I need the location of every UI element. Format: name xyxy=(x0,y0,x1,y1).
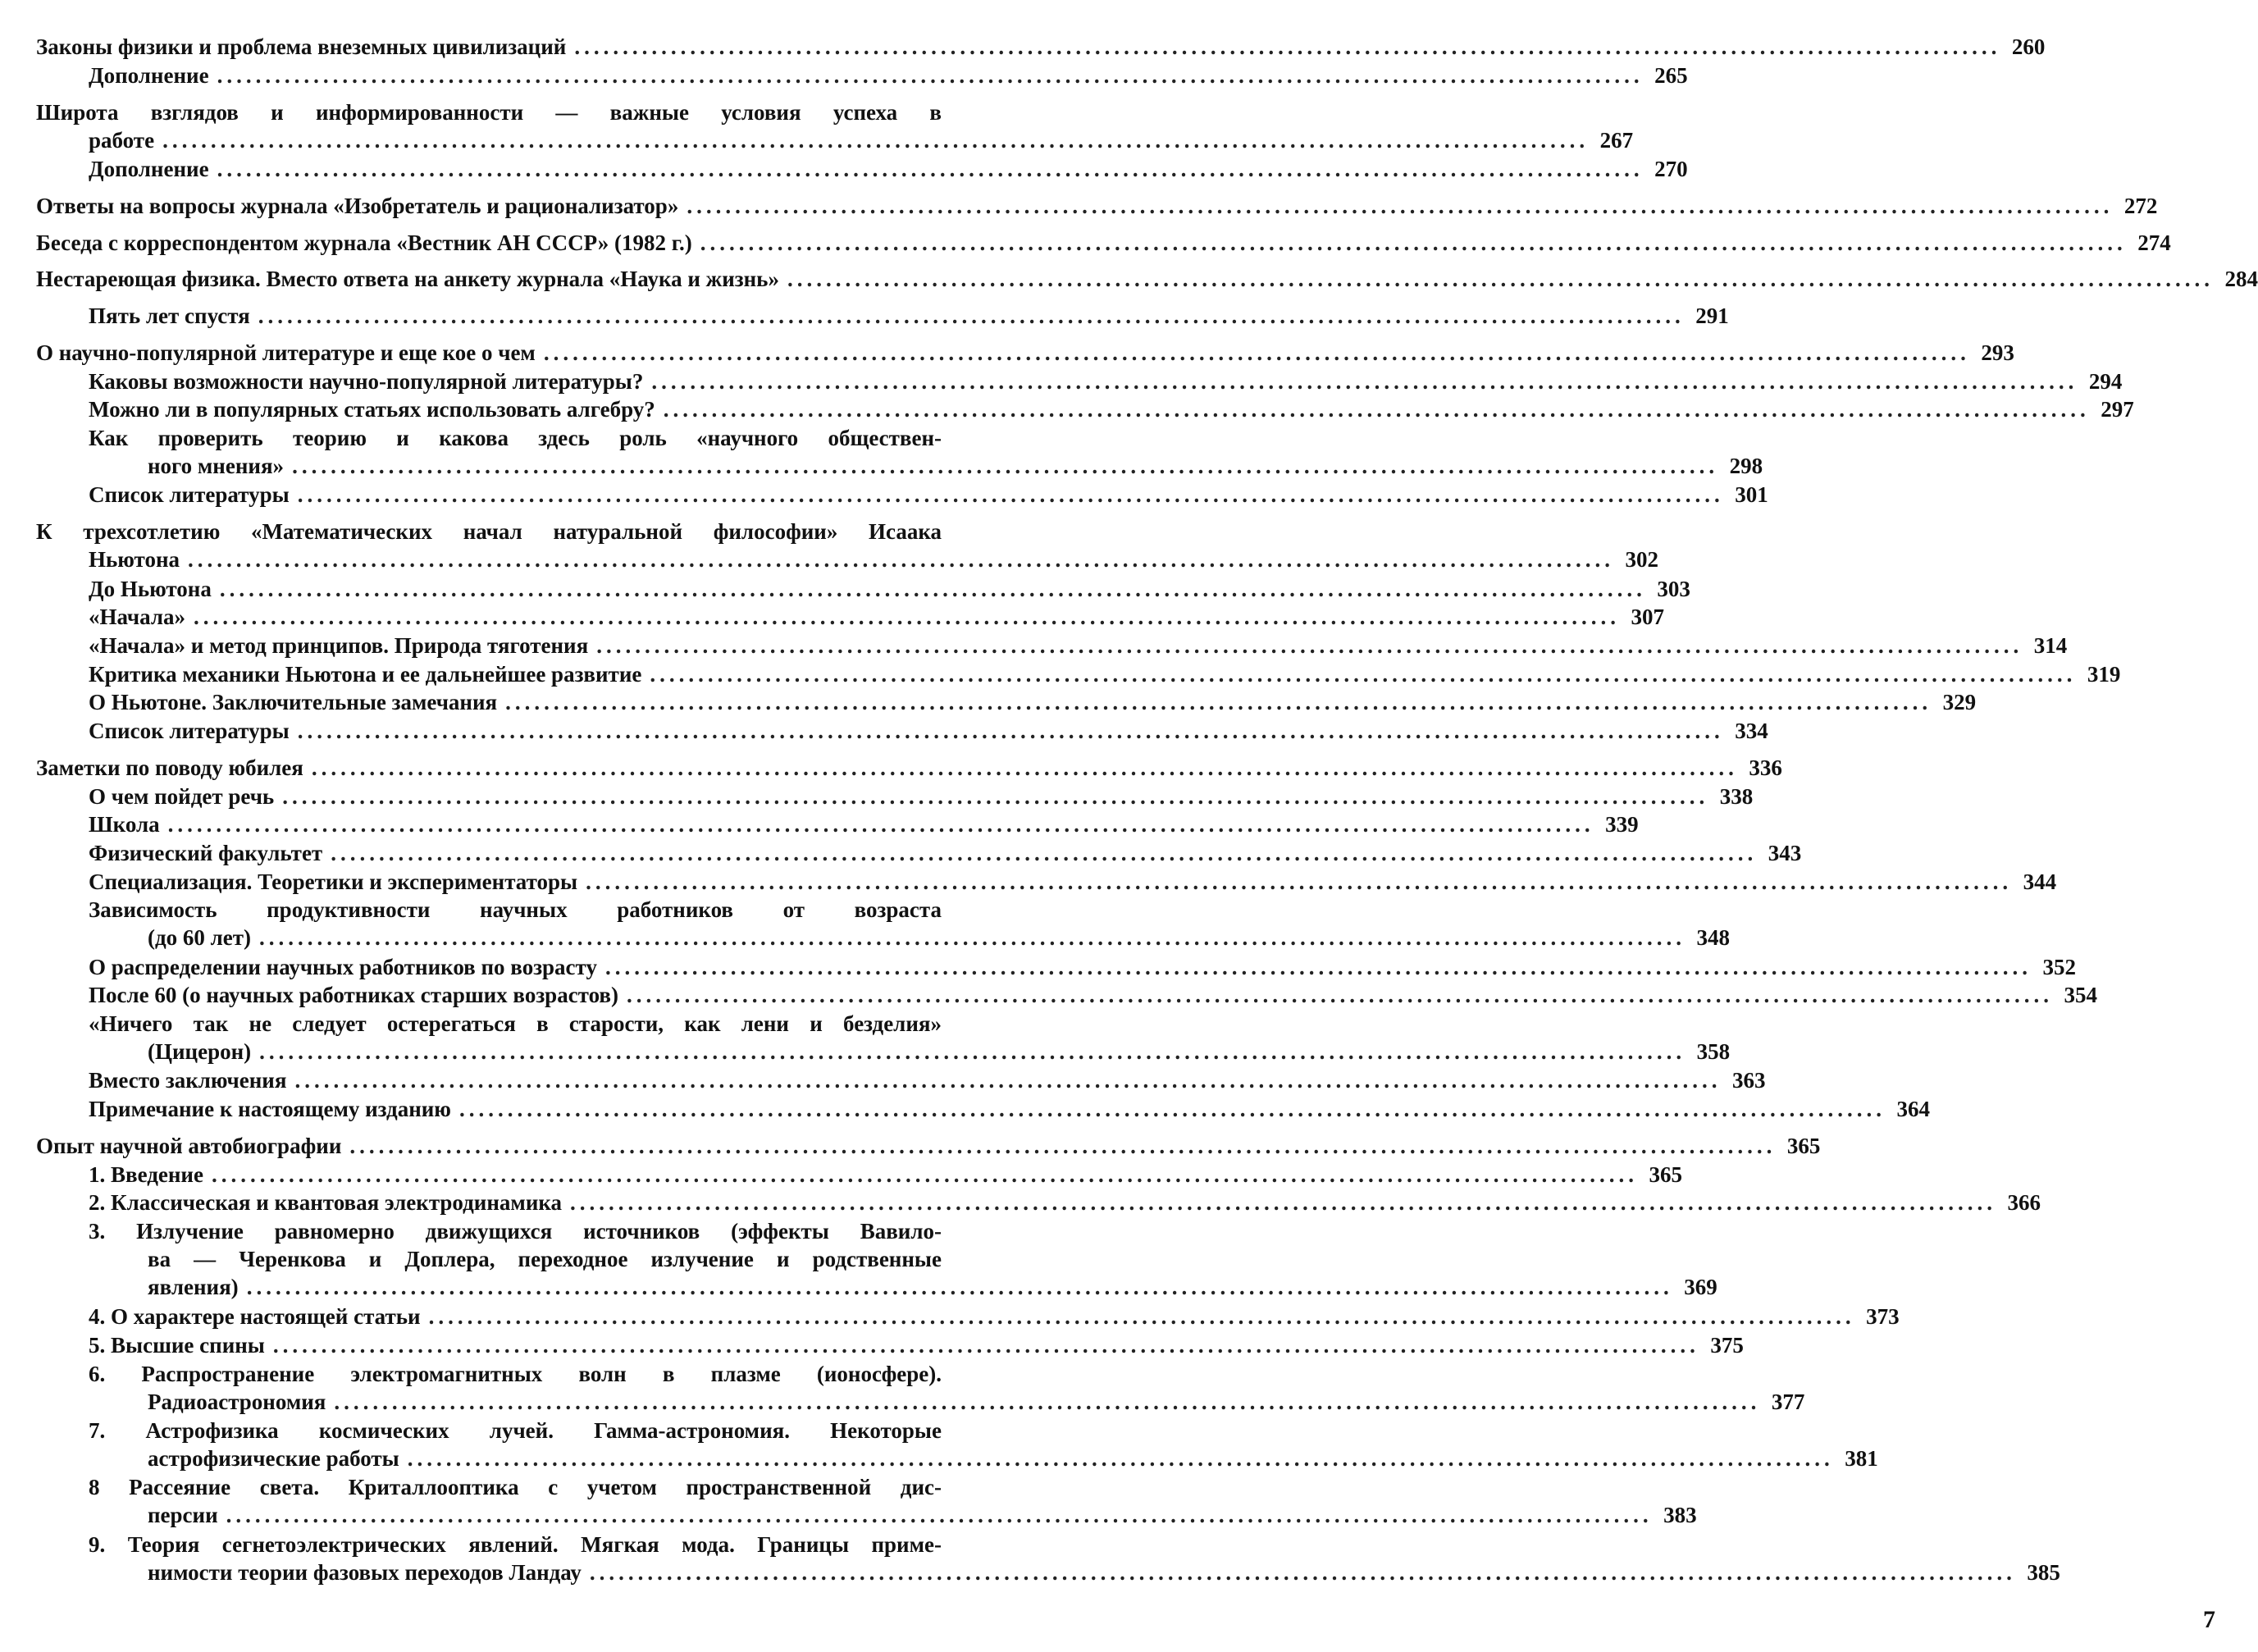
toc-entry-line: 3. Излучение равномерно движущихся источников (эффекты Вавило- xyxy=(89,1219,942,1244)
toc-entry-page: 343 xyxy=(1768,840,1802,865)
toc-entry-title: Можно ли в популярных статьях использовать алгебру? xyxy=(89,397,655,422)
dot-leader: .................................................................................................................................................... xyxy=(217,156,1644,181)
toc-entry xyxy=(89,481,1768,509)
dot-leader: .................................................................................................................................................... xyxy=(162,127,1590,153)
toc-entry-title: Пять лет спустя xyxy=(89,303,250,329)
toc-entry-page: 381 xyxy=(1845,1445,1878,1471)
toc-entry-page: 366 xyxy=(2007,1190,2041,1216)
toc-entry-page: 265 xyxy=(1654,62,1688,88)
dot-leader: .................................................................................................................................................... xyxy=(246,1275,1673,1300)
toc-entry-page: 365 xyxy=(1786,1134,1821,1158)
toc-entry-title: О научно-популярной литературе и еще кое о чем xyxy=(36,340,536,366)
toc-entry xyxy=(89,424,1763,480)
toc-entry-title: 4. О характере настоящей статьи xyxy=(89,1304,421,1330)
toc-entry-page: 302 xyxy=(1625,547,1659,573)
toc-entry-title: О Ньютоне. Заключительные замечания xyxy=(89,690,498,715)
dot-leader: .................................................................................................................................................... xyxy=(586,869,2013,894)
toc-entry-title: Ответы на вопросы журнала «Изобретатель и рационализатор» xyxy=(36,193,679,218)
dot-leader: .................................................................................................................................................... xyxy=(194,605,1621,630)
dot-leader: .................................................................................................................................................... xyxy=(574,34,2001,59)
toc-entry-title: Критика механики Ньютона и ее дальнейшее развитие xyxy=(89,661,642,687)
toc-entry-page: 260 xyxy=(2011,34,2046,59)
toc-entry-page: 338 xyxy=(1719,783,1754,809)
toc-entry xyxy=(89,1331,1744,1359)
toc-entry-page: 301 xyxy=(1735,482,1768,508)
toc-entry xyxy=(89,1217,1717,1301)
toc-entry-page: 375 xyxy=(1710,1332,1744,1358)
dot-leader: .................................................................................................................................................... xyxy=(505,690,1932,715)
toc-entry-title: Физический факультет xyxy=(89,840,323,865)
toc-entry-title: До Ньютона xyxy=(89,576,212,601)
toc-entry xyxy=(89,810,1639,838)
toc-entry xyxy=(36,1132,1821,1160)
toc-entry-page: 348 xyxy=(1696,925,1731,951)
dot-leader: .................................................................................................................................................... xyxy=(167,812,1594,837)
toc-entry-line: 8 Рассеяние света. Криталлооптика с учетом пространственной дис- xyxy=(89,1475,942,1500)
toc-entry xyxy=(36,265,2258,293)
toc-entry-title: О чем пойдет речь xyxy=(89,783,275,809)
toc-entry-page: 272 xyxy=(2123,193,2158,218)
toc-entry xyxy=(89,1161,1682,1189)
toc-entry-title: Радиоастрономия xyxy=(148,1389,326,1414)
toc-entry-page: 291 xyxy=(1695,303,1729,329)
dot-leader: .................................................................................................................................................... xyxy=(663,397,2090,422)
toc-entry xyxy=(36,229,2171,257)
dot-leader: .................................................................................................................................................... xyxy=(297,482,1724,508)
toc-entry-line: Широта взглядов и информированности — важные условия успеха в xyxy=(36,99,942,125)
toc-entry-page: 334 xyxy=(1735,719,1768,744)
toc-entry-line: 6. Распространение электромагнитных волн в плазме (ионосфере). xyxy=(89,1361,942,1386)
dot-leader: .................................................................................................................................................... xyxy=(259,925,1686,951)
dot-leader: .................................................................................................................................................... xyxy=(650,661,2077,687)
toc-entry xyxy=(89,367,2123,395)
toc-entry-title: Нестареющая физика. Вместо ответа на анкету журнала «Наука и жизнь» xyxy=(36,267,779,292)
toc-entry-title: нимости теории фазовых переходов Ландау xyxy=(148,1559,582,1585)
toc-entry xyxy=(36,98,1634,154)
toc-entry xyxy=(89,660,2121,688)
toc-entry xyxy=(89,783,1754,810)
toc-entry-page: 364 xyxy=(1896,1097,1930,1122)
toc-entry-line: Зависимость продуктивности научных работников от возраста xyxy=(89,897,942,923)
toc-entry-title: Опыт научной автобиографии xyxy=(36,1134,342,1158)
dot-leader: .................................................................................................................................................... xyxy=(272,1332,1699,1358)
toc-entry-page: 319 xyxy=(2087,661,2121,687)
toc-entry-page: 336 xyxy=(1749,755,1782,780)
toc-entry-page: 352 xyxy=(2042,954,2076,979)
dot-leader: .................................................................................................................................................... xyxy=(543,340,1970,366)
dot-leader: .................................................................................................................................................... xyxy=(188,547,1615,573)
toc-entry-title: Список литературы xyxy=(89,482,290,508)
toc-entry xyxy=(89,1066,1766,1094)
toc-entry-page: 293 xyxy=(1981,340,2014,366)
dot-leader: .................................................................................................................................................... xyxy=(787,267,2214,292)
toc-entry-page: 267 xyxy=(1599,127,1634,153)
toc-entry-title: 1. Введение xyxy=(89,1161,203,1187)
dot-leader: .................................................................................................................................................... xyxy=(687,193,2114,218)
toc-entry xyxy=(89,717,1768,745)
dot-leader: .................................................................................................................................................... xyxy=(651,368,2078,394)
toc-entry xyxy=(89,155,1688,183)
dot-leader: .................................................................................................................................................... xyxy=(700,230,2127,255)
toc-entry-title: явления) xyxy=(148,1275,239,1300)
toc-entry-title: «Начала» и метод принципов. Природа тяготения xyxy=(89,633,589,659)
toc-entry-page: 383 xyxy=(1663,1503,1697,1528)
toc-entry xyxy=(89,575,1690,603)
dot-leader: .................................................................................................................................................... xyxy=(226,1503,1653,1528)
toc-entry xyxy=(89,896,1731,951)
dot-leader: .................................................................................................................................................... xyxy=(217,62,1644,88)
dot-leader: .................................................................................................................................................... xyxy=(428,1304,1855,1330)
toc-entry-page: 363 xyxy=(1731,1068,1766,1093)
toc-entry-title: «Начала» xyxy=(89,605,186,630)
dot-leader: .................................................................................................................................................... xyxy=(331,840,1758,865)
dot-leader: .................................................................................................................................................... xyxy=(407,1445,1834,1471)
toc-entry-page: 373 xyxy=(1866,1304,1900,1330)
toc-entry-line: К трехсотлетию «Математических начал натуральной философии» Исаака xyxy=(36,519,942,545)
toc-entry-line: «Ничего так не следует остерегаться в старости, как лени и безделия» xyxy=(89,1011,942,1037)
toc-entry xyxy=(89,302,1729,330)
toc-entry-title: Каковы возможности научно-популярной литературы? xyxy=(89,368,644,394)
toc-entry xyxy=(89,1473,1697,1529)
dot-leader: .................................................................................................................................................... xyxy=(349,1134,1777,1158)
toc-entry xyxy=(89,62,1688,89)
toc-entry-page: 307 xyxy=(1631,605,1665,630)
dot-leader: .................................................................................................................................................... xyxy=(311,755,1738,780)
dot-leader: .................................................................................................................................................... xyxy=(596,633,2023,659)
toc-entry-line: 7. Астрофизика космических лучей. Гамма-астрономия. Некоторые xyxy=(89,1417,942,1443)
toc-entry xyxy=(89,1417,1878,1472)
dot-leader: .................................................................................................................................................... xyxy=(258,303,1685,329)
toc-entry-title: Список литературы xyxy=(89,719,290,744)
toc-entry xyxy=(89,1095,1930,1123)
toc-entry-page: 329 xyxy=(1942,690,1977,715)
toc-entry xyxy=(89,868,2057,896)
toc-entry-title: Специализация. Теоретики и экспериментаторы xyxy=(89,869,578,894)
dot-leader: .................................................................................................................................................... xyxy=(626,983,2053,1008)
toc-entry-page: 354 xyxy=(2064,983,2097,1008)
toc-entry-title: персии xyxy=(148,1503,218,1528)
dot-leader: .................................................................................................................................................... xyxy=(589,1559,2016,1585)
toc-entry xyxy=(89,1360,1805,1416)
toc-entry-line: ва — Черенкова и Доплера, переходное излучение и родственные xyxy=(148,1247,942,1272)
toc-entry-page: 303 xyxy=(1657,576,1690,601)
dot-leader: .................................................................................................................................................... xyxy=(294,1068,1722,1093)
dot-leader: .................................................................................................................................................... xyxy=(604,954,2032,979)
toc-entry-title: ного мнения» xyxy=(148,454,285,479)
toc-entry xyxy=(36,33,2046,61)
page-number: 7 xyxy=(2203,1606,2215,1633)
toc-entry xyxy=(89,953,2076,981)
toc-entry-page: 339 xyxy=(1605,812,1639,837)
toc-entry-title: (до 60 лет) xyxy=(148,925,252,951)
toc-entry-page: 344 xyxy=(2023,869,2057,894)
dot-leader: .................................................................................................................................................... xyxy=(297,719,1724,744)
toc-entry xyxy=(36,339,2014,367)
toc-entry xyxy=(89,1010,1731,1066)
toc-entry-page: 297 xyxy=(2101,397,2134,422)
toc-entry-page: 274 xyxy=(2137,230,2171,255)
dot-leader: .................................................................................................................................................... xyxy=(570,1190,1997,1216)
toc-entry xyxy=(89,981,2097,1009)
toc-entry xyxy=(89,1303,1900,1330)
dot-leader: .................................................................................................................................................... xyxy=(458,1097,1886,1122)
toc-entry-title: Заметки по поводу юбилея xyxy=(36,755,303,780)
toc-entry-title: Беседа с корреспондентом журнала «Вестник АН СССР» (1982 г.) xyxy=(36,230,692,255)
dot-leader: .................................................................................................................................................... xyxy=(282,783,1709,809)
toc-entry-page: 369 xyxy=(1684,1275,1717,1300)
toc-entry-line: 9. Теория сегнетоэлектрических явлений. Мягкая мода. Границы приме- xyxy=(89,1531,942,1557)
toc-entry xyxy=(36,754,1782,782)
toc-entry xyxy=(89,1531,2060,1586)
toc-entry xyxy=(89,1189,2041,1216)
toc-entry-page: 270 xyxy=(1654,156,1688,181)
toc-entry-page: 298 xyxy=(1729,454,1763,479)
toc-entry-title: Дополнение xyxy=(89,156,209,181)
toc-entry-title: 5. Высшие спины xyxy=(89,1332,265,1358)
toc-entry-title: 2. Классическая и квантовая электродинамика xyxy=(89,1190,563,1216)
toc-entry-title: Дополнение xyxy=(89,62,209,88)
dot-leader: .................................................................................................................................................... xyxy=(211,1161,1638,1187)
toc-entry xyxy=(89,632,2068,659)
toc-entry-title: (Цицерон) xyxy=(148,1039,252,1065)
toc-entry-title: Ньютона xyxy=(89,547,180,573)
toc-entry-title: работе xyxy=(89,127,155,153)
toc-entry-title: Вместо заключения xyxy=(89,1068,287,1093)
toc-entry-title: Школа xyxy=(89,812,160,837)
dot-leader: .................................................................................................................................................... xyxy=(292,454,1719,479)
toc-entry-title: Примечание к настоящему изданию xyxy=(89,1097,451,1122)
toc-entry-page: 358 xyxy=(1696,1039,1731,1065)
toc-entry xyxy=(89,839,1802,867)
toc-entry-title: После 60 (о научных работниках старших возрастов) xyxy=(89,983,618,1008)
toc-entry-page: 385 xyxy=(2027,1559,2060,1585)
toc-entry-page: 365 xyxy=(1649,1161,1682,1187)
toc-entry-title: астрофизические работы xyxy=(148,1445,399,1471)
toc-entry xyxy=(89,603,1665,631)
toc-entry xyxy=(36,518,1659,573)
toc-entry-page: 314 xyxy=(2033,633,2068,659)
toc-entry-title: О распределении научных работников по возрасту xyxy=(89,954,597,979)
toc-entry xyxy=(89,395,2134,423)
toc-entry xyxy=(89,688,1977,716)
dot-leader: .................................................................................................................................................... xyxy=(334,1389,1761,1414)
toc-entry xyxy=(36,192,2158,220)
toc-entry-title: Законы физики и проблема внеземных цивилизаций xyxy=(36,34,567,59)
toc-entry-page: 294 xyxy=(2088,368,2123,394)
dot-leader: .................................................................................................................................................... xyxy=(219,576,1646,601)
toc-entry-page: 284 xyxy=(2224,267,2258,292)
dot-leader: .................................................................................................................................................... xyxy=(259,1039,1686,1065)
toc-entry-line: Как проверить теорию и какова здесь роль «научного обществен- xyxy=(89,426,942,451)
toc-entry-page: 377 xyxy=(1771,1389,1805,1414)
